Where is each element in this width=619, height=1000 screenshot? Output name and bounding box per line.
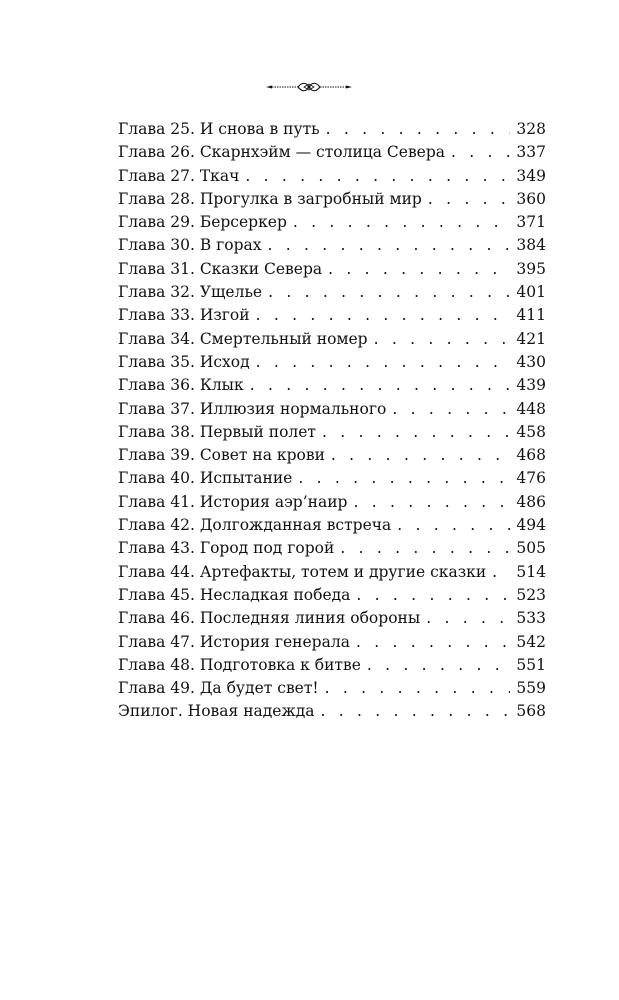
toc-entry-page-number: 458 — [516, 422, 546, 441]
dot-leader — [315, 700, 511, 723]
toc-entry-title: Глава 44. Артефакты, тотем и другие сказки — [118, 562, 487, 581]
toc-entry-title: Эпилог. Новая надежда — [118, 702, 315, 721]
toc-entry-title: Глава 39. Совет на крови — [118, 446, 325, 465]
toc-entry-page-number: 411 — [516, 306, 546, 325]
toc-entry-page-number: 494 — [516, 516, 546, 535]
toc-entry — [118, 677, 546, 700]
toc-entry-title: Глава 33. Изгой — [118, 306, 250, 325]
decorative-divider-ornament — [264, 80, 354, 94]
toc-entry — [118, 444, 546, 467]
dot-leader — [319, 677, 511, 700]
toc-entry-page-number: 360 — [516, 189, 546, 208]
toc-entry-page-number: 430 — [516, 352, 546, 371]
toc-entry-page-number: 523 — [516, 585, 546, 604]
toc-entry — [118, 514, 546, 537]
toc-entry-title: Глава 35. Исход — [118, 352, 250, 371]
toc-entry — [118, 281, 546, 304]
toc-entry-page-number: 542 — [516, 632, 546, 651]
toc-entry — [118, 631, 546, 654]
toc-entry-page-number: 384 — [516, 236, 546, 255]
dot-leader — [391, 514, 510, 537]
toc-entry-page-number: 551 — [516, 655, 546, 674]
toc-entry-title: Глава 29. Берсеркер — [118, 213, 287, 232]
toc-entry-page-number: 448 — [516, 399, 546, 418]
toc-entry-title: Глава 37. Иллюзия нормального — [118, 399, 387, 418]
toc-entry — [118, 351, 546, 374]
toc-entry — [118, 398, 546, 421]
dot-leader — [445, 141, 510, 164]
toc-entry — [118, 537, 546, 560]
toc-entry — [118, 654, 546, 677]
toc-entry — [118, 234, 546, 257]
toc-entry-title: Глава 47. История генерала — [118, 632, 350, 651]
toc-entry-title: Глава 34. Смертельный номер — [118, 329, 368, 348]
toc-entry — [118, 211, 546, 234]
toc-entry — [118, 561, 546, 584]
toc-entry-title: Глава 46. Последняя линия обороны — [118, 609, 421, 628]
toc-entry-title: Глава 48. Подготовка к битве — [118, 655, 361, 674]
toc-entry-title: Глава 25. И снова в путь — [118, 120, 320, 138]
dot-leader — [368, 328, 511, 351]
toc-entry-page-number: 476 — [516, 469, 546, 488]
toc-entry-title: Глава 49. Да будет свет! — [118, 679, 319, 698]
dot-leader — [320, 118, 511, 141]
toc-entry-page-number: 421 — [516, 329, 546, 348]
toc-entry-page-number: 514 — [516, 562, 546, 581]
toc-entry-page-number: 505 — [516, 539, 546, 558]
toc-entry-page-number: 328 — [516, 120, 546, 138]
toc-entry — [118, 374, 546, 397]
dot-leader — [420, 607, 510, 630]
toc-entry-page-number: 486 — [516, 492, 546, 511]
toc-entry — [118, 304, 546, 327]
toc-entry-title: Глава 40. Испытание — [118, 469, 293, 488]
toc-entry — [118, 328, 546, 351]
toc-entry — [118, 584, 546, 607]
toc-entry-page-number: 559 — [516, 679, 546, 698]
toc-entry-title: Глава 31. Сказки Севера — [118, 259, 323, 278]
toc-entry — [118, 258, 546, 281]
toc-entry — [118, 165, 546, 188]
dot-leader — [322, 258, 510, 281]
toc-entry-title: Глава 27. Ткач — [118, 166, 240, 185]
toc-entry-page-number: 371 — [516, 213, 546, 232]
toc-entry-title: Глава 43. Город под горой — [118, 539, 335, 558]
dot-leader — [316, 421, 510, 444]
toc-entry-title: Глава 32. Ущелье — [118, 283, 263, 302]
toc-entry-title: Глава 36. Клык — [118, 376, 244, 395]
toc-entry — [118, 700, 546, 723]
toc-entry — [118, 607, 546, 630]
toc-entry — [118, 118, 546, 141]
dot-leader — [486, 561, 510, 584]
toc-entry-title: Глава 41. История аэр’наир — [118, 492, 348, 511]
toc-entry-page-number: 349 — [516, 166, 546, 185]
dot-leader — [250, 304, 511, 327]
dot-leader — [292, 467, 510, 490]
toc-entry-page-number: 568 — [516, 702, 546, 721]
dot-leader — [334, 537, 510, 560]
toc-entry-page-number: 439 — [516, 376, 546, 395]
toc-entry — [118, 141, 546, 164]
toc-entry — [118, 188, 546, 211]
toc-entry-page-number: 401 — [516, 283, 546, 302]
dot-leader — [262, 281, 510, 304]
dot-leader — [361, 654, 510, 677]
dot-leader — [350, 631, 510, 654]
toc-entry-title: Глава 38. Первый полет — [118, 422, 317, 441]
toc-entry-page-number: 468 — [516, 446, 546, 465]
toc-entry-title: Глава 45. Несладкая победа — [118, 585, 351, 604]
toc-entry — [118, 421, 546, 444]
toc-entry-title: Глава 30. В горах — [118, 236, 262, 255]
toc-entry-page-number: 395 — [516, 259, 546, 278]
toc-entry-page-number: 337 — [516, 143, 546, 162]
dot-leader — [422, 188, 511, 211]
dot-leader — [350, 584, 510, 607]
dot-leader — [244, 374, 511, 397]
toc-entry-title: Глава 42. Долгожданная встреча — [118, 516, 392, 535]
dot-leader — [239, 165, 510, 188]
dot-leader — [262, 234, 511, 257]
dot-leader — [325, 444, 510, 467]
toc-entry — [118, 467, 546, 490]
dot-leader — [287, 211, 511, 234]
toc-entry-title: Глава 26. Скарнхэйм — столица Севера — [118, 143, 446, 162]
toc-entry — [118, 491, 546, 514]
dot-leader — [250, 351, 511, 374]
toc-entry-page-number: 533 — [516, 609, 546, 628]
table-of-contents — [118, 118, 546, 724]
dot-leader — [347, 491, 510, 514]
toc-entry-title: Глава 28. Прогулка в загробный мир — [118, 189, 422, 208]
dot-leader — [386, 398, 510, 421]
